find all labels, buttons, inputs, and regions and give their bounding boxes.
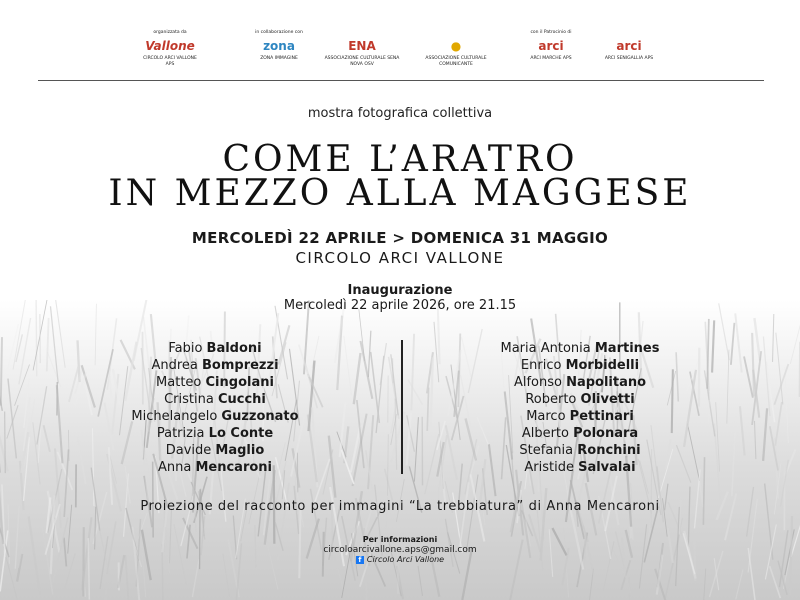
info-title: Per informazioni — [362, 535, 438, 544]
logo-mark: arci — [616, 39, 642, 53]
logo-mark: zona — [263, 39, 295, 53]
artist-first-name: Marco — [526, 409, 570, 424]
contact-email[interactable]: circoloarcivallone.aps@gmail.com — [323, 545, 477, 555]
artist-last-name: Salvalai — [578, 460, 636, 475]
exhibition-title-line1: COME L’ARATRO — [222, 139, 578, 180]
logo-sub: ARCI SENIGALLIA APS — [604, 56, 654, 61]
artist-first-name: Patrizia — [156, 426, 209, 441]
logo-sub: CIRCOLO ARCI VALLONE APS — [143, 56, 197, 67]
logo-mark: ● — [450, 39, 462, 53]
artist-last-name: Polonara — [573, 426, 639, 441]
logo-mark: ENA — [348, 39, 376, 53]
logo-vallone — [140, 30, 200, 68]
artist-first-name: Andrea — [151, 358, 203, 373]
logo-caption: in collaborazione con — [255, 30, 303, 35]
logo-comunicante — [416, 30, 496, 68]
exhibition-title-line2: IN MEZZO ALLA MAGGESE — [108, 173, 692, 214]
header-divider — [38, 80, 764, 81]
logo-arci-marche — [518, 30, 584, 62]
artist-name — [50, 459, 380, 476]
artist-name — [50, 408, 380, 425]
inauguration-date: Mercoledì 22 aprile 2026, ore 21.15 — [283, 298, 517, 313]
sponsor-logos — [0, 30, 800, 78]
artist-first-name: Roberto — [525, 392, 581, 407]
logo-caption: con il Patrocinio di — [530, 30, 572, 35]
artist-first-name: Fabio — [168, 341, 207, 356]
logo-caption: organizzata da — [153, 30, 187, 35]
artist-last-name: Olivetti — [580, 392, 635, 407]
artist-last-name: Guzzonato — [221, 409, 299, 424]
artist-name — [415, 459, 745, 476]
artist-first-name: Stefania — [519, 443, 578, 458]
artist-name — [415, 391, 745, 408]
artist-last-name: Bomprezzi — [202, 358, 279, 373]
artists-right-column — [415, 340, 745, 476]
artist-first-name: Alfonso — [513, 375, 567, 390]
artist-name — [50, 374, 380, 391]
artist-last-name: Napolitano — [566, 375, 647, 390]
artist-name — [415, 340, 745, 357]
artist-last-name: Pettinari — [569, 409, 634, 424]
artist-name — [415, 442, 745, 459]
logo-sena — [322, 30, 402, 68]
artist-last-name: Lo Conte — [208, 426, 274, 441]
artist-first-name: Aristide — [524, 460, 579, 475]
facebook-link[interactable] — [0, 555, 800, 564]
artist-name — [50, 357, 380, 374]
artist-last-name: Morbidelli — [565, 358, 640, 373]
exhibition-dates: MERCOLEDÌ 22 APRILE > DOMENICA 31 MAGGIO — [191, 229, 609, 247]
artist-first-name: Anna — [157, 460, 196, 475]
logo-mark: Vallone — [145, 39, 195, 53]
logo-sub: ZONA IMMAGINE — [260, 56, 298, 61]
artist-first-name: Davide — [165, 443, 216, 458]
artist-name — [415, 425, 745, 442]
artist-first-name: Maria Antonia — [500, 341, 595, 356]
artist-name — [415, 357, 745, 374]
artist-last-name: Cucchi — [217, 392, 266, 407]
projection-note: Proiezione del racconto per immagini “La trebbiatura” di Anna Mencaroni — [140, 499, 660, 514]
artist-name — [50, 442, 380, 459]
artist-first-name: Alberto — [521, 426, 574, 441]
logo-zona — [244, 30, 314, 62]
artist-name — [50, 425, 380, 442]
artist-first-name: Michelangelo — [131, 409, 222, 424]
artist-first-name: Matteo — [156, 375, 206, 390]
logo-sub: ASSOCIAZIONE CULTURALE COMUNICANTE — [425, 56, 487, 67]
artist-last-name: Maglio — [215, 443, 265, 458]
facebook-icon: f — [356, 556, 364, 564]
inauguration-label: Inaugurazione — [347, 283, 453, 298]
artist-last-name: Baldoni — [206, 341, 262, 356]
logo-mark: arci — [538, 39, 564, 53]
facebook-label: Circolo Arci Vallone — [366, 555, 445, 564]
artist-first-name: Cristina — [164, 392, 218, 407]
artist-last-name: Cingolani — [205, 375, 274, 390]
logo-sub: ASSOCIAZIONE CULTURALE SENA NOVA OSV — [324, 56, 400, 67]
artist-name — [415, 408, 745, 425]
logo-sub: ARCI MARCHE APS — [530, 56, 572, 61]
artist-last-name: Martines — [594, 341, 660, 356]
artist-name — [415, 374, 745, 391]
artist-name — [50, 391, 380, 408]
artist-last-name: Ronchini — [577, 443, 641, 458]
exhibition-venue: CIRCOLO ARCI VALLONE — [295, 249, 505, 267]
exhibition-subtitle: mostra fotografica collettiva — [307, 106, 493, 121]
artist-first-name: Enrico — [520, 358, 566, 373]
column-divider — [401, 340, 403, 474]
artist-name — [50, 340, 380, 357]
artist-last-name: Mencaroni — [195, 460, 273, 475]
logo-arci-senigallia — [594, 30, 664, 62]
artists-left-column — [50, 340, 380, 476]
